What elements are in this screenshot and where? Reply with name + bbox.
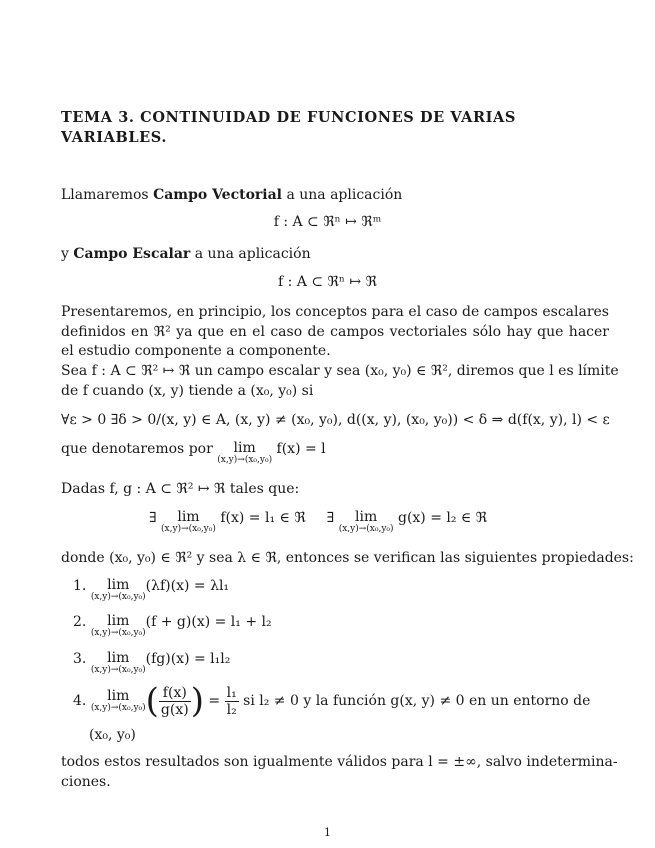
final-remark-line1: todos estos resultados son igualmente válidos para l = ±∞, salvo indetermina- [61,754,618,770]
quotient-fraction [159,685,191,718]
paragraph-presentation: Presentaremos, en principio, los conceptos para el caso de campos escalares definidos en ℜ² ya que en el caso de campos vectoriales sólo hay que hacer el estudio componente a componente. [61,304,609,359]
limit-numerator: l₁ [226,684,237,701]
equals-sign: = [208,693,221,709]
exists1-symbol: ∃ [149,510,162,526]
quotient-condition: si l₂ ≠ 0 y la función g(x, y) ≠ 0 en un entorno de [243,693,591,709]
lim-text: lim [107,613,130,629]
lim-subscript: (x,y)→(x₀,y₀) [217,455,273,465]
fraction-numerator: f(x) [159,685,191,702]
scalar-post-text: a una aplicación [190,246,311,262]
property-expr: (fg)(x) = l₁l₂ [145,651,231,667]
lim-text: lim [107,577,130,593]
given-functions: Dadas f, g : A ⊂ ℜ² ↦ ℜ tales que: [61,481,300,497]
left-paren: ( [145,681,159,721]
lim-subscript: (x,y)→(x₀,y₀) [90,665,146,675]
quotient-condition-tail: (x₀, y₀) [89,727,136,743]
limit-operator [161,510,216,534]
scalar-term: Campo Escalar [73,246,191,262]
epsilon-delta-definition: ∀ε > 0 ∃δ > 0/(x, y) ∈ A, (x, y) ≠ (x₀, y₀), d((x, y), (x₀, y₀)) < δ ⇒ d(f(x, y), l) < ε [61,412,610,428]
property-item [73,651,230,675]
lim-text: lim [107,650,130,666]
property-item-quotient [73,681,591,721]
right-paren: ) [190,681,204,721]
vector-term: Campo Vectorial [153,187,282,203]
scalar-pre-text: y [61,246,74,262]
exists2-expr: g(x) = l₂ ∈ ℜ [393,510,488,526]
scalar-formula: f : A ⊂ ℜⁿ ↦ ℜ [277,274,378,290]
lim-text: lim [354,509,378,525]
limit-operator [91,689,146,713]
limit-quotient-fraction [225,685,239,718]
section-title: TEMA 3. CONTINUIDAD DE FUNCIONES DE VARIAS VARIABLES. [61,109,516,146]
lim-subscript: (x,y)→(x₀,y₀) [90,628,146,638]
limit-denominator: l₂ [226,701,237,718]
property-expr: (f + g)(x) = l₁ + l₂ [145,614,272,630]
final-remark-line2: ciones. [61,774,111,790]
lim-text: lim [107,688,130,704]
limit-definition-line1: Sea f : A ⊂ ℜ² ↦ ℜ un campo escalar y sea (x₀, y₀) ∈ ℜ², diremos que l es límite [61,363,619,379]
limit-operator [339,510,394,534]
vector-post-text: a una aplicación [282,187,403,203]
property-number: 4. [73,693,87,709]
lim-subscript: (x,y)→(x₀,y₀) [161,524,216,534]
limit-operator [91,578,146,602]
lim-subscript: (x,y)→(x₀,y₀) [90,592,146,602]
property-item [73,614,272,638]
limit-definition-line2: de f cuando (x, y) tiende a (x₀, y₀) si [61,383,314,399]
limit-operator [91,614,146,638]
fraction-denominator: g(x) [160,701,189,718]
existence-conditions [149,510,487,534]
exists1-expr: f(x) = l₁ ∈ ℜ [215,510,306,526]
lim-text: lim [233,440,256,456]
notation-post: f(x) = l [272,441,326,457]
notation-pre: que denotaremos por [61,441,218,457]
property-expr: (λf)(x) = λl₁ [145,578,230,594]
page-number: 1 [324,826,331,839]
limit-operator [91,651,146,675]
lim-text: lim [177,509,200,525]
lim-subscript: (x,y)→(x₀,y₀) [338,524,394,534]
limit-operator [217,441,272,465]
property-number: 1. [73,578,87,594]
property-number: 2. [73,614,87,630]
lim-subscript: (x,y)→(x₀,y₀) [90,703,146,713]
limit-notation [61,441,326,465]
exists2-symbol: ∃ [326,510,339,526]
vector-pre-text: Llamaremos [61,187,154,203]
vector-field-definition [61,187,402,203]
scalar-field-definition [61,246,311,262]
property-item [73,578,229,602]
property-number: 3. [73,651,87,667]
vector-formula: f : A ⊂ ℜⁿ ↦ ℜᵐ [273,214,382,230]
properties-intro: donde (x₀, y₀) ∈ ℜ² y sea λ ∈ ℜ, entonces se verifican las siguientes propiedades: [61,550,634,566]
